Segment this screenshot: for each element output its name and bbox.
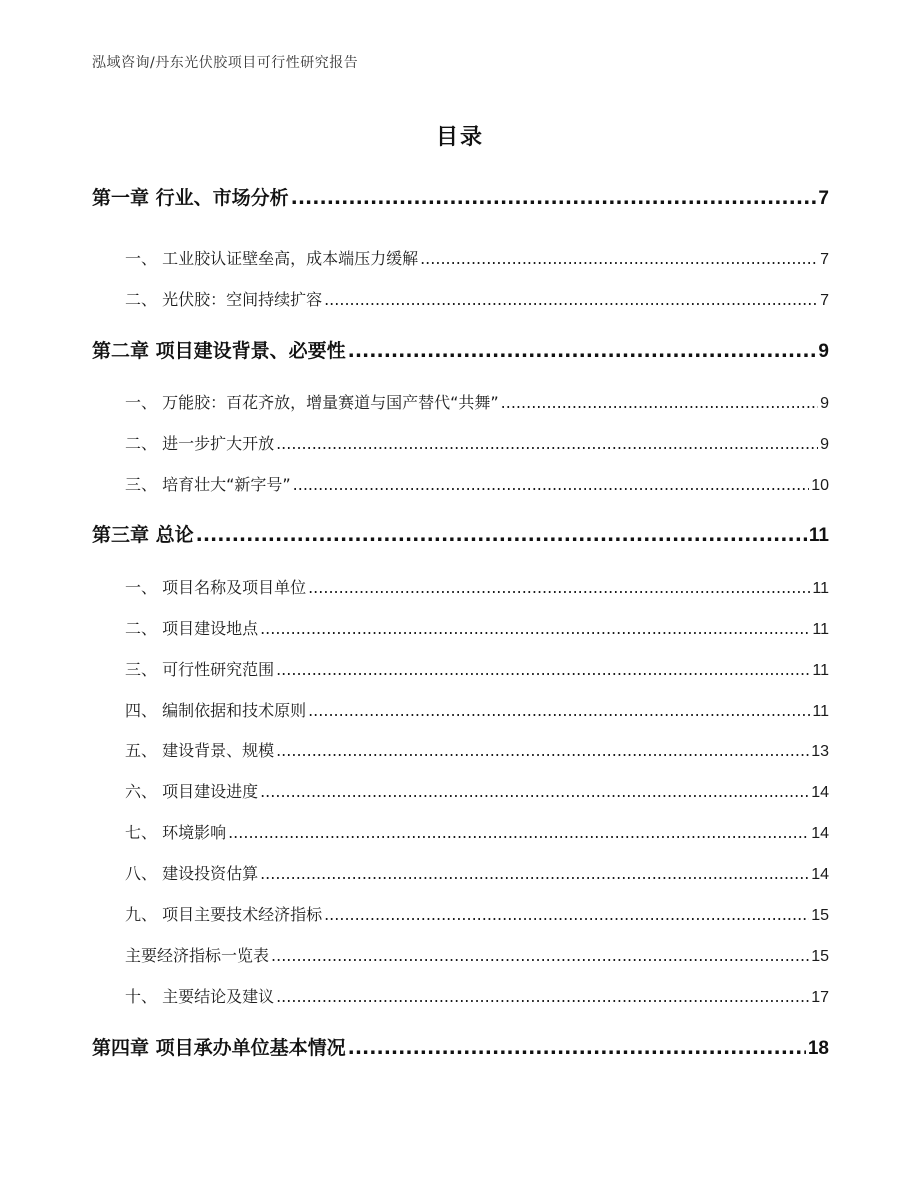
toc-entry-page: 11 (812, 703, 829, 720)
toc-entry-section[interactable] (125, 698, 829, 721)
toc-entry-page: 18 (807, 1038, 829, 1059)
toc-entry-chapter[interactable] (92, 520, 829, 547)
toc-entry-label: 三、 培育壮大“新字号” (125, 475, 291, 494)
toc-entry-section[interactable] (125, 575, 829, 598)
toc-entry-label: 第一章 行业、市场分析 (92, 187, 289, 209)
toc-entry-section[interactable] (125, 820, 829, 843)
toc-leader-dots (271, 946, 809, 965)
toc-entry-chapter[interactable] (92, 183, 829, 210)
toc-leader-dots (276, 434, 818, 453)
toc-entry-label: 十、 主要结论及建议 (125, 987, 275, 1006)
toc-entry-section[interactable] (125, 431, 829, 454)
toc-entry-label: 第三章 总论 (92, 524, 194, 546)
toc-entry-section[interactable] (125, 616, 829, 639)
toc-entry-section[interactable] (125, 984, 829, 1007)
running-header: 泓域咨询/丹东光伏胶项目可行性研究报告 (92, 55, 359, 71)
toc-entry-page: 7 (818, 188, 829, 209)
toc-leader-dots (276, 987, 809, 1006)
toc-leader-dots (420, 249, 818, 268)
toc-entry-page: 13 (811, 743, 829, 760)
toc-leader-dots (196, 524, 807, 546)
toc-entry-page: 11 (812, 662, 829, 679)
toc-entry-label: 二、 光伏胶：空间持续扩容 (125, 290, 323, 309)
toc-entry-section[interactable] (125, 861, 829, 884)
toc-entry-chapter[interactable] (92, 336, 829, 363)
toc-entry-label: 六、 项目建设进度 (125, 782, 259, 801)
toc-entry-label: 第二章 项目建设背景、必要性 (92, 340, 346, 362)
toc-leader-dots (348, 340, 817, 362)
toc-entry-label: 主要经济指标一览表 (125, 946, 270, 965)
toc-entry-page: 15 (811, 907, 829, 924)
toc-entry-label: 一、 万能胶：百花齐放，增量赛道与国产替代“共舞” (125, 393, 499, 412)
toc-entry-page: 15 (811, 948, 829, 965)
toc-entry-section[interactable] (125, 390, 829, 413)
toc-leader-dots (324, 905, 809, 924)
toc-entry-label: 第四章 项目承办单位基本情况 (92, 1037, 346, 1059)
toc-entry-label: 四、 编制依据和技术原则 (125, 701, 307, 720)
toc-entry-label: 三、 可行性研究范围 (125, 660, 275, 679)
toc-entry-label: 九、 项目主要技术经济指标 (125, 905, 323, 924)
toc-title: 目录 (435, 125, 484, 150)
toc-entry-label: 二、 进一步扩大开放 (125, 434, 275, 453)
toc-leader-dots (324, 290, 818, 309)
toc-entry-section[interactable] (125, 287, 829, 310)
toc-entry-page: 9 (820, 395, 829, 412)
toc-entry-page: 14 (811, 866, 829, 883)
toc-entry-section[interactable] (125, 657, 829, 680)
toc-leader-dots (260, 864, 809, 883)
toc-entry-page: 14 (811, 825, 829, 842)
toc-entry-section[interactable] (125, 779, 829, 802)
toc-leader-dots (348, 1037, 806, 1059)
toc-entry-page: 14 (811, 784, 829, 801)
toc-leader-dots (308, 578, 810, 597)
toc-entry-page: 7 (820, 251, 829, 268)
toc-entry-label: 七、 环境影响 (125, 823, 227, 842)
toc-entry-page: 11 (808, 525, 829, 546)
toc-leader-dots (228, 823, 809, 842)
toc-entry-page: 9 (818, 341, 829, 362)
toc-leader-dots (260, 782, 809, 801)
toc-entry-page: 11 (812, 580, 829, 597)
toc-entry-section[interactable] (125, 943, 829, 966)
toc-entry-page: 9 (820, 436, 829, 453)
toc-entry-label: 二、 项目建设地点 (125, 619, 259, 638)
toc-leader-dots (308, 701, 810, 720)
toc-entry-label: 五、 建设背景、规模 (125, 741, 275, 760)
toc-entry-label: 一、 工业胶认证壁垒高，成本端压力缓解 (125, 249, 419, 268)
toc-leader-dots (276, 741, 809, 760)
toc-entry-page: 7 (820, 292, 829, 309)
toc-leader-dots (501, 393, 818, 412)
toc-leader-dots (276, 660, 810, 679)
toc-entry-page: 10 (811, 477, 829, 494)
toc-leader-dots (291, 187, 817, 209)
toc-entry-section[interactable] (125, 472, 829, 495)
toc-leader-dots (260, 619, 810, 638)
toc-leader-dots (293, 475, 810, 494)
toc-entry-section[interactable] (125, 246, 829, 269)
toc-entry-label: 八、 建设投资估算 (125, 864, 259, 883)
toc-entry-label: 一、 项目名称及项目单位 (125, 578, 307, 597)
toc-entry-page: 11 (812, 621, 829, 638)
toc-entry-chapter[interactable] (92, 1033, 829, 1060)
toc-entry-section[interactable] (125, 738, 829, 761)
toc-entry-section[interactable] (125, 902, 829, 925)
toc-entry-page: 17 (811, 989, 829, 1006)
